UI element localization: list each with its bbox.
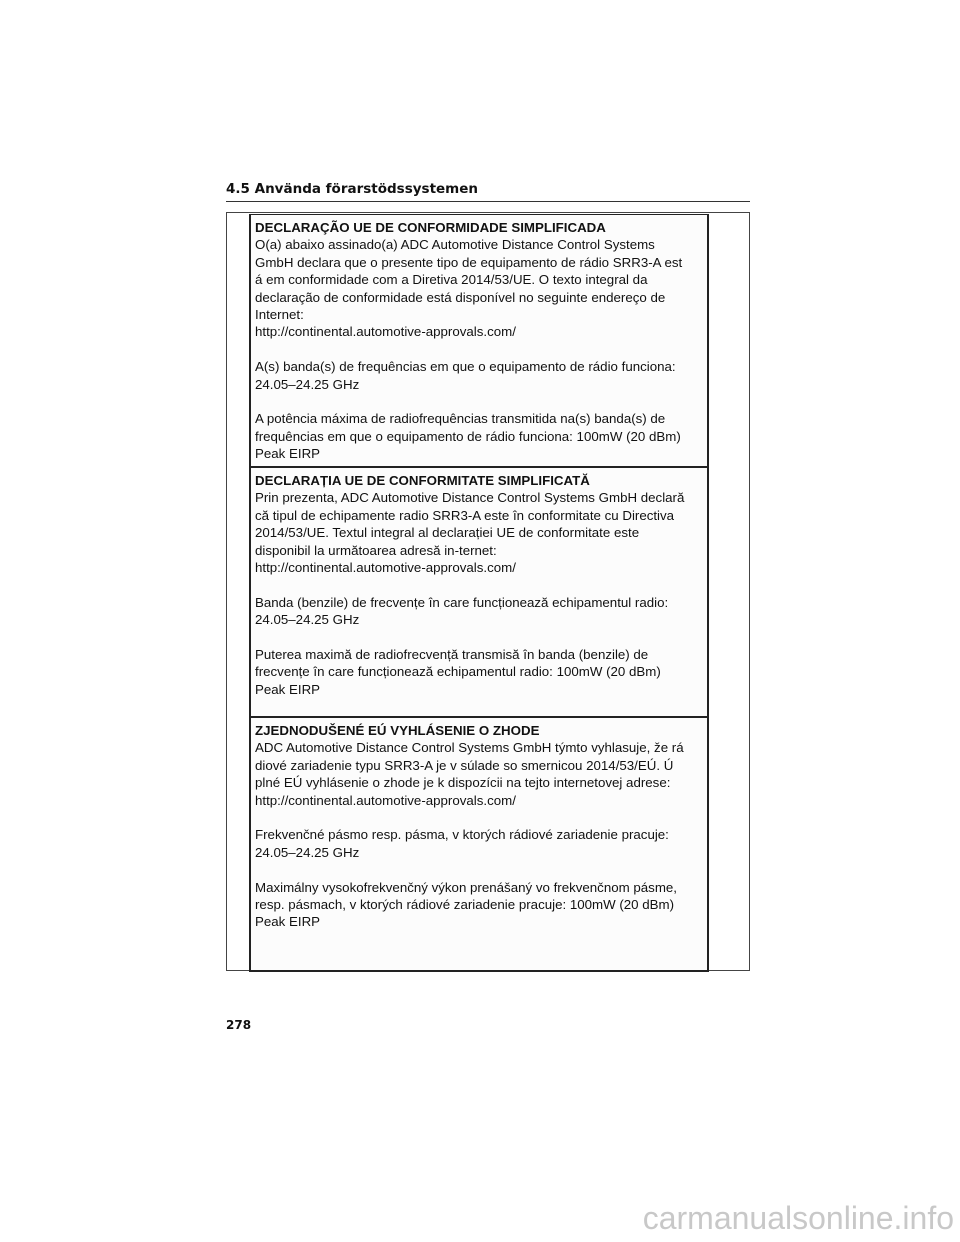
declaration-romanian <box>251 466 707 716</box>
declaration-line: A potência máxima de radiofrequências transmitida na(s) banda(s) de <box>255 411 666 427</box>
paragraph-gap <box>255 809 705 826</box>
declaration-body <box>255 236 705 462</box>
declaration-title: ZJEDNODUŠENÉ EÚ VYHLÁSENIE O ZHODE <box>255 723 540 738</box>
paragraph-gap <box>255 629 705 646</box>
declaration-line: că tipul de echipamente radio SRR3-A este în conformitate cu Directiva <box>255 507 675 523</box>
declaration-line: 24.05–24.25 GHz <box>255 844 360 860</box>
declaration-line: ADC Automotive Distance Control Systems GmbH týmto vyhlasuje, že rá <box>255 740 684 756</box>
paragraph-gap <box>255 576 705 593</box>
declaration-line: http://continental.automotive-approvals.com/ <box>255 560 516 576</box>
declaration-line: Maximálny vysokofrekvenčný výkon prenášaný vo frekvenčnom pásme, <box>255 879 677 895</box>
declaration-line: plné EÚ vyhlásenie o zhode je k dispozícii na tejto internetovej adrese: <box>255 775 671 791</box>
declaration-table <box>249 214 709 972</box>
declaration-line: 24.05–24.25 GHz <box>255 376 360 392</box>
declaration-title: DECLARAȚIA UE DE CONFORMITATE SIMPLIFICATĂ <box>255 473 590 488</box>
declaration-body <box>255 489 705 698</box>
declaration-line: declaração de conformidade está disponível no seguinte endereço de <box>255 289 666 305</box>
declaration-line: Peak EIRP <box>255 681 321 697</box>
declaration-line: O(a) abaixo assinado(a) ADC Automotive Distance Control Systems <box>255 237 655 253</box>
page-number: 278 <box>226 1018 252 1032</box>
declaration-line: http://continental.automotive-approvals.com/ <box>255 324 516 340</box>
declaration-line: Frekvenčné pásmo resp. pásma, v ktorých rádiové zariadenie pracuje: <box>255 827 669 843</box>
section-header <box>226 180 750 202</box>
declaration-line: Prin prezenta, ADC Automotive Distance Control Systems GmbH declară <box>255 490 685 506</box>
declaration-line: Banda (benzile) de frecvențe în care funcționează echipamentul radio: <box>255 594 669 610</box>
paragraph-gap <box>255 341 705 358</box>
declaration-title: DECLARAÇÃO UE DE CONFORMIDADE SIMPLIFICADA <box>255 220 606 235</box>
declaration-line: GmbH declara que o presente tipo de equipamento de rádio SRR3-A est <box>255 254 683 270</box>
paragraph-gap <box>255 393 705 410</box>
declaration-slovak <box>251 716 707 972</box>
declaration-line: resp. pásmach, v ktorých rádiové zariadenie pracuje: 100mW (20 dBm) <box>255 897 675 913</box>
declaration-body <box>255 739 705 930</box>
declaration-line: disponibil la următoarea adresă in-ternet: <box>255 542 497 558</box>
section-title: 4.5 Använda förarstödssystemen <box>226 181 479 197</box>
declaration-line: 24.05–24.25 GHz <box>255 612 360 628</box>
paragraph-gap <box>255 861 705 878</box>
declaration-line: diové zariadenie typu SRR3-A je v súlade so smernicou 2014/53/EÚ. Ú <box>255 757 674 773</box>
declaration-line: A(s) banda(s) de frequências em que o equipamento de rádio funciona: <box>255 359 676 375</box>
declaration-line: Puterea maximă de radiofrecvență transmisă în banda (benzile) de <box>255 647 649 663</box>
declaration-line: Peak EIRP <box>255 914 321 930</box>
declaration-line: Peak EIRP <box>255 446 321 462</box>
declaration-line: frecvențe în care funcționează echipamentul radio: 100mW (20 dBm) <box>255 664 661 680</box>
declaration-line: á em conformidade com a Diretiva 2014/53/UE. O texto integral da <box>255 272 648 288</box>
declaration-portuguese <box>251 214 707 466</box>
declaration-line: http://continental.automotive-approvals.com/ <box>255 792 516 808</box>
watermark: carmanualsonline.info <box>642 1200 954 1236</box>
declaration-line: Internet: <box>255 307 304 323</box>
declaration-line: frequências em que o equipamento de rádio funciona: 100mW (20 dBm) <box>255 428 681 444</box>
declaration-line: 2014/53/UE. Textul integral al declarației UE de conformitate este <box>255 525 640 541</box>
